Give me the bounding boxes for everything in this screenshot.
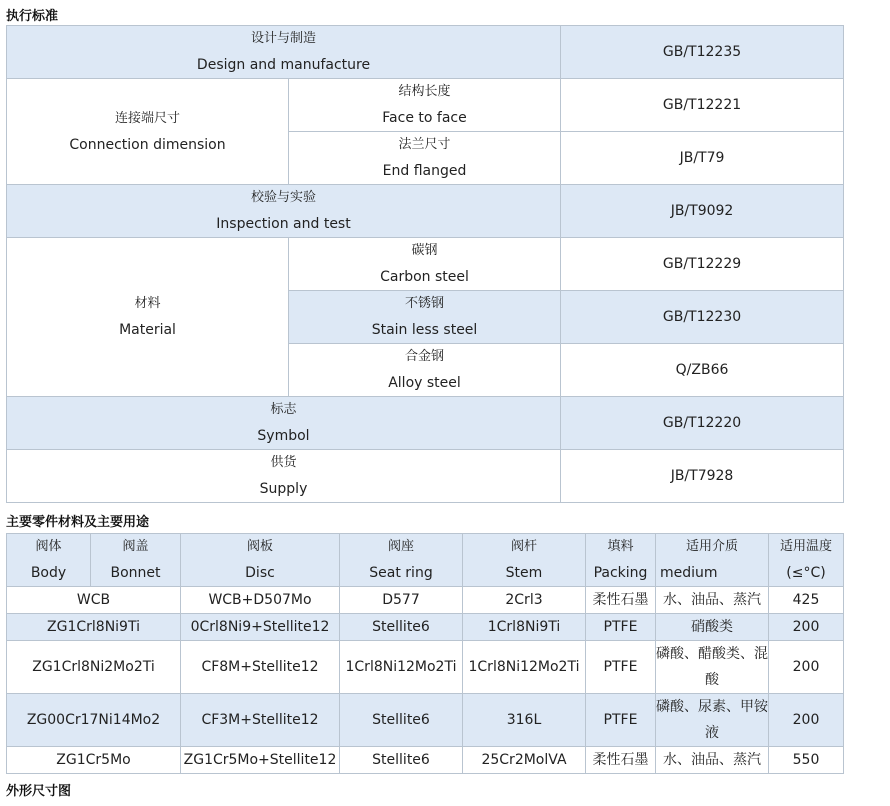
- temperature-cell: 425: [769, 587, 844, 614]
- medium-cell: 水、油品、蒸汽: [656, 587, 769, 614]
- stainless-label: 不锈钢 Stain less steel: [289, 291, 561, 344]
- stem-cell: 316L: [463, 694, 586, 747]
- stem-cell: 2Crl3: [463, 587, 586, 614]
- standards-row-symbol: [7, 397, 844, 450]
- table-row: [7, 747, 844, 774]
- alloy-standard: Q/ZB66: [561, 344, 844, 397]
- packing-cell: PTFE: [586, 641, 656, 694]
- seat-cell: Stellite6: [340, 747, 463, 774]
- symbol-label: 标志 Symbol: [7, 397, 561, 450]
- face-label: 结构长度 Face to face: [289, 79, 561, 132]
- carbon-label: 碳钢 Carbon steel: [289, 238, 561, 291]
- seat-cell: Stellite6: [340, 694, 463, 747]
- parts-section-title: 主要零件材料及主要用途: [6, 515, 150, 530]
- header-seat-ring: 阀座 Seat ring: [340, 534, 463, 587]
- medium-cell: 磷酸、醋酸类、混酸: [656, 641, 769, 694]
- table-row: [7, 614, 844, 641]
- standards-row-supply: [7, 450, 844, 503]
- stem-cell: 25Cr2MolVA: [463, 747, 586, 774]
- disc-cell: WCB+D507Mo: [181, 587, 340, 614]
- face-standard: GB/T12221: [561, 79, 844, 132]
- carbon-standard: GB/T12229: [561, 238, 844, 291]
- inspection-standard: JB/T9092: [561, 185, 844, 238]
- seat-cell: 1Crl8Ni12Mo2Ti: [340, 641, 463, 694]
- parts-table: [6, 533, 844, 774]
- temperature-cell: 200: [769, 641, 844, 694]
- supply-standard: JB/T7928: [561, 450, 844, 503]
- header-temperature: 适用温度 (≤°C): [769, 534, 844, 587]
- outline-section-title: 外形尺寸图: [6, 784, 72, 799]
- standards-table: [6, 25, 844, 503]
- medium-cell: 水、油品、蒸汽: [656, 747, 769, 774]
- header-medium: 适用介质 medium: [656, 534, 769, 587]
- temperature-cell: 200: [769, 614, 844, 641]
- medium-cell: 磷酸、尿素、甲铵液: [656, 694, 769, 747]
- flange-standard: JB/T79: [561, 132, 844, 185]
- medium-cell: 硝酸类: [656, 614, 769, 641]
- body-cell: ZG1Cr5Mo: [7, 747, 181, 774]
- packing-cell: 柔性石墨: [586, 587, 656, 614]
- alloy-label: 合金钢 Alloy steel: [289, 344, 561, 397]
- stainless-standard: GB/T12230: [561, 291, 844, 344]
- standards-row-inspection: [7, 185, 844, 238]
- standards-row-carbon: [7, 238, 844, 291]
- table-row: [7, 587, 844, 614]
- temperature-cell: 550: [769, 747, 844, 774]
- header-packing: 填料 Packing: [586, 534, 656, 587]
- disc-cell: CF3M+Stellite12: [181, 694, 340, 747]
- supply-label: 供货 Supply: [7, 450, 561, 503]
- table-row: [7, 694, 844, 747]
- packing-cell: 柔性石墨: [586, 747, 656, 774]
- standards-row-design: [7, 26, 844, 79]
- symbol-standard: GB/T12220: [561, 397, 844, 450]
- packing-cell: PTFE: [586, 614, 656, 641]
- header-stem: 阀杆 Stem: [463, 534, 586, 587]
- body-cell: ZG00Cr17Ni14Mo2: [7, 694, 181, 747]
- disc-cell: 0Crl8Ni9+Stellite12: [181, 614, 340, 641]
- header-body: 阀体 Body: [7, 534, 91, 587]
- flange-label: 法兰尺寸 End flanged: [289, 132, 561, 185]
- disc-cell: ZG1Cr5Mo+Stellite12: [181, 747, 340, 774]
- header-disc: 阀板 Disc: [181, 534, 340, 587]
- design-standard: GB/T12235: [561, 26, 844, 79]
- stem-cell: 1Crl8Ni12Mo2Ti: [463, 641, 586, 694]
- material-label: 材料 Material: [7, 238, 289, 397]
- body-cell: ZG1Crl8Ni2Mo2Ti: [7, 641, 181, 694]
- body-cell: ZG1Crl8Ni9Ti: [7, 614, 181, 641]
- packing-cell: PTFE: [586, 694, 656, 747]
- header-bonnet: 阀盖 Bonnet: [91, 534, 181, 587]
- disc-cell: CF8M+Stellite12: [181, 641, 340, 694]
- table-row: [7, 641, 844, 694]
- stem-cell: 1Crl8Ni9Ti: [463, 614, 586, 641]
- parts-header-row: [7, 534, 844, 587]
- design-label: 设计与制造 Design and manufacture: [7, 26, 561, 79]
- seat-cell: Stellite6: [340, 614, 463, 641]
- seat-cell: D577: [340, 587, 463, 614]
- standards-section-title: 执行标准: [6, 9, 59, 24]
- inspection-label: 校验与实验 Inspection and test: [7, 185, 561, 238]
- temperature-cell: 200: [769, 694, 844, 747]
- body-cell: WCB: [7, 587, 181, 614]
- standards-row-face: [7, 79, 844, 132]
- connection-label: 连接端尺寸 Connection dimension: [7, 79, 289, 185]
